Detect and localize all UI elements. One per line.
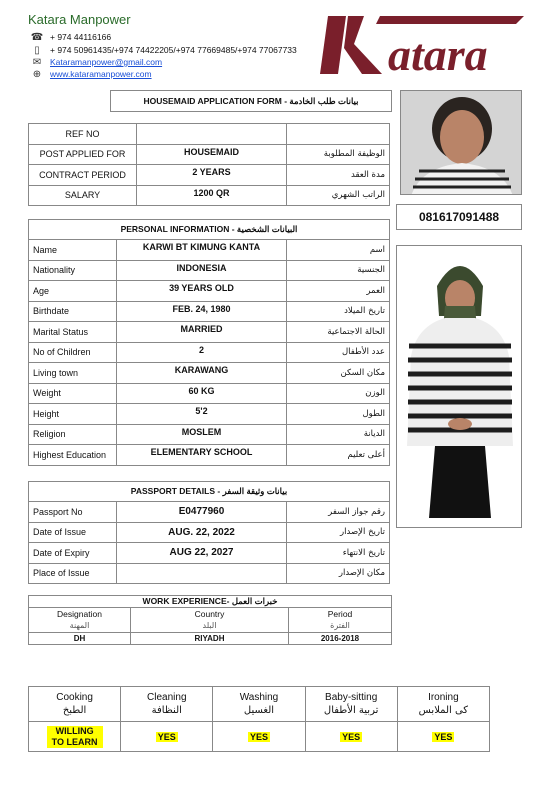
passport-value: E0477960: [117, 502, 287, 523]
work-designation: DH: [29, 633, 131, 645]
skill-name: Cooking: [56, 692, 93, 703]
work-table: [28, 595, 392, 645]
personal-label-ar: أعلى تعليم: [287, 445, 390, 466]
post-label-ar: الوظيفة المطلوبة: [287, 144, 390, 165]
passport-value: AUG. 22, 2022: [117, 522, 287, 543]
passport-label: Date of Expiry: [29, 543, 117, 564]
skill-header: [213, 687, 305, 722]
personal-label-ar: الديانة: [287, 424, 390, 445]
personal-title: PERSONAL INFORMATION - البيانات الشخصية: [29, 220, 390, 240]
personal-row: [29, 404, 390, 425]
passport-label-ar: مكان الإصدار: [287, 563, 390, 584]
skill-name-ar: تربية الأطفال: [323, 705, 379, 716]
passport-table: [28, 481, 390, 584]
skill-header: [29, 687, 121, 722]
personal-value: 39 YEARS OLD: [117, 281, 287, 302]
work-column-ar: الفترة: [330, 621, 350, 630]
post-row: [29, 144, 390, 165]
personal-label-ar: مكان السكن: [287, 363, 390, 384]
personal-label-ar: اسم: [287, 240, 390, 261]
face-photo: [400, 90, 522, 195]
personal-label: Religion: [29, 424, 117, 445]
post-label: POST APPLIED FOR: [29, 144, 137, 165]
skill-name-ar: الطبخ: [62, 705, 87, 716]
personal-row: [29, 363, 390, 384]
personal-value: MOSLEM: [117, 424, 287, 445]
skill-value: WILLING TO LEARN: [47, 726, 103, 748]
post-row: [29, 185, 390, 206]
post-label: CONTRACT PERIOD: [29, 165, 137, 186]
work-column-ar: المهنة: [69, 621, 90, 630]
skill-value: YES: [157, 731, 176, 742]
full-body-photo: [396, 245, 522, 528]
post-value: [137, 124, 287, 145]
work-title: WORK EXPERIENCE- خبرات العمل: [29, 596, 392, 608]
personal-row: [29, 383, 390, 404]
skill-header: [397, 687, 489, 722]
work-column-ar: البلد: [202, 621, 217, 630]
work-column-header: [289, 608, 392, 633]
email-link[interactable]: Kataramanpower@gmail.com: [50, 57, 163, 67]
skill-value: YES: [342, 731, 361, 742]
envelope-icon: ✉: [32, 56, 42, 68]
phone-line: [30, 31, 111, 43]
personal-label-ar: الطول: [287, 404, 390, 425]
skills-table: [28, 686, 490, 752]
passport-value: [117, 563, 287, 584]
personal-label: Weight: [29, 383, 117, 404]
personal-label: Marital Status: [29, 322, 117, 343]
skill-name: Cleaning: [147, 692, 187, 703]
personal-value: MARRIED: [117, 322, 287, 343]
post-label-ar: الراتب الشهري: [287, 185, 390, 206]
personal-row: [29, 424, 390, 445]
post-row: [29, 165, 390, 186]
personal-label-ar: العمر: [287, 281, 390, 302]
passport-row: [29, 522, 390, 543]
personal-label-ar: الوزن: [287, 383, 390, 404]
skill-name-ar: كى الملابس: [418, 705, 469, 716]
personal-value: ELEMENTARY SCHOOL: [117, 445, 287, 466]
skill-value-cell: [213, 722, 305, 752]
post-label-ar: [287, 124, 390, 145]
email-line: [30, 56, 162, 68]
skill-name: Baby-sitting: [325, 692, 378, 703]
personal-label: Birthdate: [29, 301, 117, 322]
personal-label-ar: عدد الأطفال: [287, 342, 390, 363]
skill-name: Washing: [239, 692, 279, 703]
personal-label-ar: الجنسية: [287, 260, 390, 281]
personal-label: Name: [29, 240, 117, 261]
personal-row: [29, 322, 390, 343]
personal-value: KARAWANG: [117, 363, 287, 384]
personal-row: [29, 342, 390, 363]
passport-value: AUG 22, 2027: [117, 543, 287, 564]
form-title: [110, 90, 392, 112]
passport-label: Date of Issue: [29, 522, 117, 543]
personal-value: 5'2: [117, 404, 287, 425]
skill-name: Ironing: [428, 692, 459, 703]
passport-label: Place of Issue: [29, 563, 117, 584]
mobile-phone-icon: ▯: [34, 44, 40, 56]
skill-name-ar: النظافة: [151, 705, 182, 716]
skill-value-cell: [29, 722, 121, 752]
skill-value-cell: [121, 722, 213, 752]
passport-row: [29, 563, 390, 584]
post-table: [28, 123, 390, 206]
personal-row: [29, 260, 390, 281]
skill-header: [305, 687, 397, 722]
globe-icon: ⊕: [32, 68, 42, 80]
skill-value-cell: [397, 722, 489, 752]
work-column-en: Period: [327, 609, 353, 619]
phone-text: + 974 44116166: [50, 32, 112, 42]
personal-label-ar: الحالة الاجتماعية: [287, 322, 390, 343]
personal-label: Highest Education: [29, 445, 117, 466]
post-value: 1200 QR: [137, 185, 287, 206]
company-name: Katara Manpower: [28, 12, 131, 27]
work-column-en: Designation: [57, 609, 102, 619]
post-label: SALARY: [29, 185, 137, 206]
personal-value: KARWI BT KIMUNG KANTA: [117, 240, 287, 261]
work-column-header: [29, 608, 131, 633]
work-column-header: [131, 608, 289, 633]
skill-value: YES: [249, 731, 268, 742]
passport-row: [29, 502, 390, 523]
personal-label: Age: [29, 281, 117, 302]
personal-row: [29, 445, 390, 466]
passport-label-ar: رقم جواز السفر: [287, 502, 390, 523]
personal-value: FEB. 24, 1980: [117, 301, 287, 322]
work-period: 2016-2018: [289, 633, 392, 645]
personal-label: Living town: [29, 363, 117, 384]
applicant-phone: 081617091488: [396, 204, 522, 230]
skill-header: [121, 687, 213, 722]
katara-logo: [318, 14, 526, 76]
form-title-text: HOUSEMAID APPLICATION FORM - بيانات طلب الخادمة: [143, 95, 359, 106]
personal-label-ar: تاريخ الميلاد: [287, 301, 390, 322]
post-label: REF NO: [29, 124, 137, 145]
website-line: [30, 68, 152, 80]
telephone-icon: ☎: [30, 31, 44, 43]
personal-row: [29, 301, 390, 322]
personal-row: [29, 240, 390, 261]
personal-value: INDONESIA: [117, 260, 287, 281]
personal-table: [28, 219, 390, 466]
post-label-ar: مدة العقد: [287, 165, 390, 186]
post-value: HOUSEMAID: [137, 144, 287, 165]
passport-label-ar: تاريخ الانتهاء: [287, 543, 390, 564]
post-value: 2 YEARS: [137, 165, 287, 186]
website-link[interactable]: www.kataramanpower.com: [50, 69, 152, 79]
personal-value: 2: [117, 342, 287, 363]
passport-label-ar: تاريخ الإصدار: [287, 522, 390, 543]
personal-label: Nationality: [29, 260, 117, 281]
personal-label: No of Children: [29, 342, 117, 363]
mobile-text: + 974 50961435/+974 74422205/+974 77669485/+974 77067733: [50, 45, 297, 55]
work-country: RIYADH: [131, 633, 289, 645]
personal-value: 60 KG: [117, 383, 287, 404]
mobile-line: [30, 44, 297, 56]
work-column-en: Country: [194, 609, 225, 619]
passport-label: Passport No: [29, 502, 117, 523]
skill-value: YES: [434, 731, 453, 742]
skill-name-ar: الغسيل: [243, 705, 275, 716]
personal-label: Height: [29, 404, 117, 425]
skill-value-cell: [305, 722, 397, 752]
post-row: [29, 124, 390, 145]
logo-wordmark: atara: [388, 29, 488, 76]
passport-title: PASSPORT DETAILS - بيانات وثيقة السفر: [29, 482, 390, 502]
passport-row: [29, 543, 390, 564]
personal-row: [29, 281, 390, 302]
